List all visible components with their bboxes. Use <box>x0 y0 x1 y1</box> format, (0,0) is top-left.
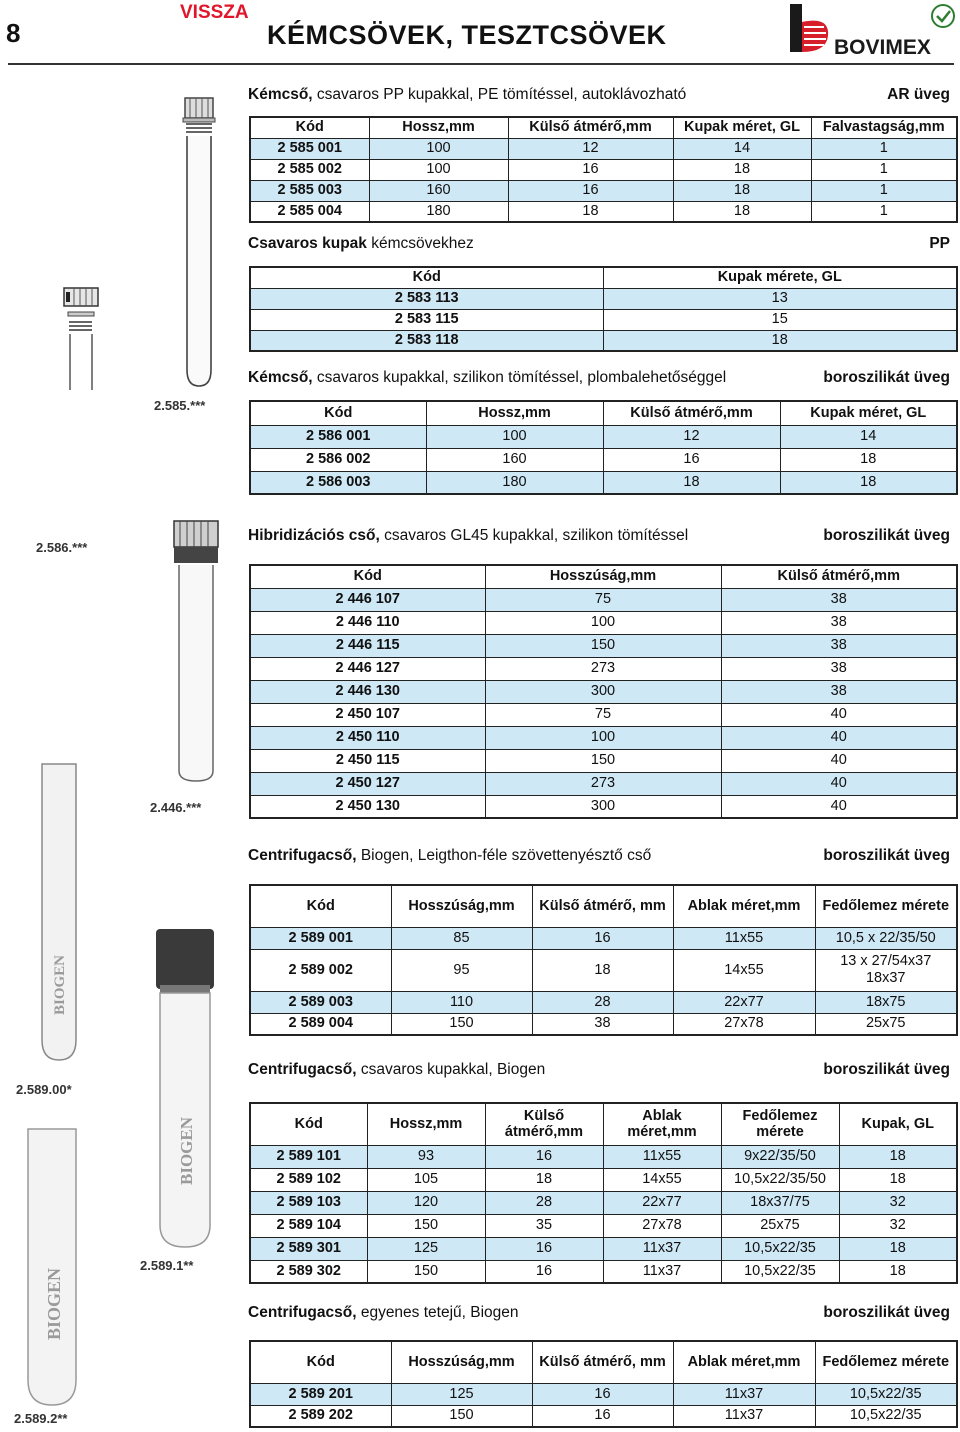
cell: 10,5 x 22/35/50 <box>815 927 957 949</box>
cell: 18 <box>532 949 673 991</box>
header-cell: Hosszúság,mm <box>485 565 721 588</box>
header-cell: Külső átmérő,mm <box>485 1103 603 1145</box>
table-2446 <box>249 564 958 819</box>
cell: 40 <box>721 703 957 726</box>
table-row <box>250 330 957 351</box>
table-row <box>250 471 957 494</box>
cell: 14 <box>780 425 957 448</box>
section-heading-2446 <box>248 525 950 547</box>
cell: 18 <box>839 1145 957 1168</box>
cell: 16 <box>532 1405 673 1427</box>
tube-25891-illustration <box>150 925 220 1260</box>
cell: 1 <box>811 180 957 201</box>
table-row <box>250 1405 957 1427</box>
table-row <box>250 657 957 680</box>
table-row <box>250 1145 957 1168</box>
cell: 11x55 <box>673 927 815 949</box>
material-label: AR üveg <box>887 86 950 103</box>
table-row <box>250 138 957 159</box>
cell: 100 <box>369 159 508 180</box>
logo-graphic <box>788 2 958 60</box>
cell: 15 <box>603 309 957 330</box>
header-cell: Fedőlemez mérete <box>721 1103 839 1145</box>
cell: 2 446 127 <box>250 657 485 680</box>
cell: 1 <box>811 159 957 180</box>
section-heading-25890 <box>248 845 950 867</box>
table-row <box>250 991 957 1013</box>
section-title-rest: Biogen, Leigthon-féle szövettenyésztő cső <box>356 847 652 864</box>
header-cell: Ablak méret,mm <box>603 1103 721 1145</box>
header-cell: Hossz,mm <box>426 401 603 425</box>
table-row <box>250 680 957 703</box>
cell: 18 <box>673 180 811 201</box>
table-row <box>250 726 957 749</box>
cell: 28 <box>485 1191 603 1214</box>
header-cell: Külső átmérő, mm <box>532 885 673 927</box>
section-heading-2583 <box>248 233 950 255</box>
image-label-25891: 2.589.1** <box>140 1258 194 1273</box>
section-title-bold: Centrifugacső, <box>248 1304 357 1321</box>
cell: 2 589 104 <box>250 1214 367 1237</box>
cell: 27x78 <box>603 1214 721 1237</box>
cell: 75 <box>485 703 721 726</box>
header-divider <box>8 63 954 65</box>
header-cell: Kód <box>250 1341 391 1383</box>
table-row <box>250 749 957 772</box>
cell: 18 <box>508 201 673 222</box>
table-header-row <box>250 565 957 588</box>
table-row <box>250 201 957 222</box>
section-title-rest: egyenes tetejű, Biogen <box>356 1304 519 1321</box>
table-row <box>250 634 957 657</box>
cell: 16 <box>508 159 673 180</box>
cell: 18 <box>603 471 780 494</box>
table-row <box>250 772 957 795</box>
cell: 18x75 <box>815 991 957 1013</box>
cell: 16 <box>603 448 780 471</box>
cell: 160 <box>369 180 508 201</box>
image-label-2585: 2.585.*** <box>154 398 206 413</box>
cell: 100 <box>485 726 721 749</box>
cell: 2 589 202 <box>250 1405 391 1427</box>
table-row <box>250 1237 957 1260</box>
table-25892 <box>249 1340 958 1428</box>
header-cell: Külső átmérő, mm <box>532 1341 673 1383</box>
section-title-bold: Hibridizációs cső, <box>248 527 380 544</box>
header-cell: Kód <box>250 1103 367 1145</box>
biogen-text-3: BIOGEN <box>44 1267 64 1340</box>
section-title-bold: Centrifugacső, <box>248 847 357 864</box>
section-title-bold: Kémcső, <box>248 369 313 386</box>
header-cell: Külső átmérő,mm <box>603 401 780 425</box>
cell: 2 589 002 <box>250 949 391 991</box>
cell: 12 <box>603 425 780 448</box>
cell: 14x55 <box>673 949 815 991</box>
section-heading-25892 <box>248 1302 950 1324</box>
cell: 18 <box>673 159 811 180</box>
cell: 85 <box>391 927 532 949</box>
image-label-258900: 2.589.00* <box>16 1082 72 1097</box>
table-2585 <box>249 116 958 223</box>
tube-258900-illustration <box>34 760 84 1065</box>
cell: 18 <box>780 471 957 494</box>
cell: 13 <box>603 288 957 309</box>
table-row <box>250 1191 957 1214</box>
cell: 16 <box>485 1260 603 1283</box>
cell: 16 <box>485 1237 603 1260</box>
header-cell: Ablak méret,mm <box>673 885 815 927</box>
cell: 14 <box>673 138 811 159</box>
biogen-text-1: BIOGEN <box>52 954 68 1015</box>
table-row <box>250 1214 957 1237</box>
header-cell: Kupak, GL <box>839 1103 957 1145</box>
material-label: PP <box>929 235 950 252</box>
cell: 150 <box>391 1405 532 1427</box>
cell: 11x37 <box>603 1237 721 1260</box>
cell: 18 <box>780 448 957 471</box>
cell: 16 <box>485 1145 603 1168</box>
cell: 2 585 001 <box>250 138 369 159</box>
cell: 300 <box>485 795 721 818</box>
cell: 2 450 110 <box>250 726 485 749</box>
section-heading-25891 <box>248 1059 950 1081</box>
table-header-row <box>250 1103 957 1145</box>
header-cell: Hosszúság,mm <box>391 1341 532 1383</box>
table-row <box>250 309 957 330</box>
cell: 2 585 004 <box>250 201 369 222</box>
cell: 95 <box>391 949 532 991</box>
cell: 25x75 <box>815 1013 957 1035</box>
header-cell: Fedőlemez mérete <box>815 885 957 927</box>
material-label: boroszilikát üveg <box>823 527 950 544</box>
cell: 300 <box>485 680 721 703</box>
cell: 150 <box>367 1214 485 1237</box>
header-cell: Kupak méret, GL <box>673 117 811 138</box>
cell: 2 585 003 <box>250 180 369 201</box>
cell: 2 589 301 <box>250 1237 367 1260</box>
cell: 18 <box>673 201 811 222</box>
cell: 38 <box>721 634 957 657</box>
table-25891 <box>249 1102 958 1284</box>
cell: 150 <box>485 634 721 657</box>
cell: 180 <box>426 471 603 494</box>
image-label-25892: 2.589.2** <box>14 1411 68 1426</box>
cell: 18 <box>839 1168 957 1191</box>
tube-2586-illustration <box>168 515 228 790</box>
header-cell: Külső átmérő,mm <box>721 565 957 588</box>
cell: 11x37 <box>673 1383 815 1405</box>
bovimex-logo <box>788 2 958 60</box>
cell: 1 <box>811 201 957 222</box>
cell: 93 <box>367 1145 485 1168</box>
cell: 10,5x22/35 <box>721 1260 839 1283</box>
material-label: boroszilikát üveg <box>823 1061 950 1078</box>
table-header-row <box>250 1341 957 1383</box>
cell: 38 <box>532 1013 673 1035</box>
table-row <box>250 288 957 309</box>
cell: 13 x 27/54x37 18x37 <box>815 949 957 991</box>
cell: 273 <box>485 772 721 795</box>
image-label-2586: 2.586.*** <box>36 540 88 555</box>
cell: 2 586 003 <box>250 471 426 494</box>
cell: 11x37 <box>673 1405 815 1427</box>
image-label-2446: 2.446.*** <box>150 800 202 815</box>
cell: 150 <box>367 1260 485 1283</box>
cell: 100 <box>426 425 603 448</box>
header-cell: Kód <box>250 401 426 425</box>
cell: 2 450 130 <box>250 795 485 818</box>
table-2583 <box>249 266 958 352</box>
cell: 32 <box>839 1214 957 1237</box>
table-row <box>250 795 957 818</box>
cell: 16 <box>532 1383 673 1405</box>
cell: 2 446 107 <box>250 588 485 611</box>
cell: 2 589 101 <box>250 1145 367 1168</box>
cell: 2 589 201 <box>250 1383 391 1405</box>
section-title-rest: csavaros kupakkal, Biogen <box>356 1061 546 1078</box>
section-title-bold: Kémcső, <box>248 86 313 103</box>
cell: 2 589 103 <box>250 1191 367 1214</box>
cell: 16 <box>532 927 673 949</box>
table-row <box>250 1260 957 1283</box>
cell: 2 446 115 <box>250 634 485 657</box>
cell: 150 <box>391 1013 532 1035</box>
cell: 2 583 115 <box>250 309 603 330</box>
header-cell: Hossz,mm <box>369 117 508 138</box>
section-title-bold: Centrifugacső, <box>248 1061 357 1078</box>
cell: 18x37/75 <box>721 1191 839 1214</box>
tube-2585-illustration <box>60 90 230 430</box>
header-cell: Kód <box>250 565 485 588</box>
cell: 38 <box>721 680 957 703</box>
tube-25892-illustration <box>22 1125 82 1410</box>
cell: 2 589 004 <box>250 1013 391 1035</box>
cell: 2 589 001 <box>250 927 391 949</box>
header-cell: Fedőlemez mérete <box>815 1341 957 1383</box>
cell: 28 <box>532 991 673 1013</box>
header-cell: Kód <box>250 267 603 288</box>
cell: 40 <box>721 749 957 772</box>
header-cell: Hosszúság,mm <box>391 885 532 927</box>
cell: 2 589 003 <box>250 991 391 1013</box>
section-title-rest: csavaros kupakkal, szilikon tömítéssel, plombalehetőséggel <box>312 369 727 386</box>
table-header-row <box>250 885 957 927</box>
cell: 18 <box>839 1237 957 1260</box>
page-title: KÉMCSÖVEK, TESZTCSÖVEK <box>267 20 667 50</box>
cell: 16 <box>508 180 673 201</box>
cell: 110 <box>391 991 532 1013</box>
section-title-bold: Csavaros kupak <box>248 235 367 252</box>
cell: 10,5x22/35 <box>815 1405 957 1427</box>
header-cell: Ablak méret,mm <box>673 1341 815 1383</box>
table-row <box>250 703 957 726</box>
cell: 10,5x22/35 <box>815 1383 957 1405</box>
cell: 120 <box>367 1191 485 1214</box>
cell: 1 <box>811 138 957 159</box>
cell: 38 <box>721 588 957 611</box>
table-header-row <box>250 267 957 288</box>
material-label: boroszilikát üveg <box>823 1304 950 1321</box>
header-cell: Kupak méret, GL <box>780 401 957 425</box>
cell: 38 <box>721 611 957 634</box>
table-row <box>250 1013 957 1035</box>
cell: 2 583 113 <box>250 288 603 309</box>
table-row <box>250 611 957 634</box>
table-2586 <box>249 400 958 495</box>
page-number: 8 <box>6 18 21 48</box>
cell: 14x55 <box>603 1168 721 1191</box>
cell: 2 585 002 <box>250 159 369 180</box>
header-cell: Kupak mérete, GL <box>603 267 957 288</box>
header-cell: Kód <box>250 885 391 927</box>
cell: 125 <box>367 1237 485 1260</box>
cell: 160 <box>426 448 603 471</box>
cell: 40 <box>721 726 957 749</box>
section-title-rest: kémcsövekhez <box>366 235 474 252</box>
cell: 11x37 <box>603 1260 721 1283</box>
cell: 40 <box>721 772 957 795</box>
cell: 40 <box>721 795 957 818</box>
cell: 10,5x22/35 <box>721 1237 839 1260</box>
table-header-row <box>250 117 957 138</box>
cell: 2 450 107 <box>250 703 485 726</box>
table-header-row <box>250 401 957 425</box>
cell: 2 450 115 <box>250 749 485 772</box>
table-row <box>250 1168 957 1191</box>
table-row <box>250 425 957 448</box>
cell: 125 <box>391 1383 532 1405</box>
table-row <box>250 949 957 991</box>
cell: 273 <box>485 657 721 680</box>
cell: 2 583 118 <box>250 330 603 351</box>
header-cell: Falvastagság,mm <box>811 117 957 138</box>
material-label: boroszilikát üveg <box>823 847 950 864</box>
cell: 11x55 <box>603 1145 721 1168</box>
biogen-text-2: BIOGEN <box>177 1116 196 1185</box>
header-cell: Hossz,mm <box>367 1103 485 1145</box>
section-heading-2586 <box>248 367 950 389</box>
cell: 2 586 001 <box>250 425 426 448</box>
cell: 25x75 <box>721 1214 839 1237</box>
cell: 27x78 <box>673 1013 815 1035</box>
cell: 180 <box>369 201 508 222</box>
cell: 2 589 102 <box>250 1168 367 1191</box>
table-row <box>250 1383 957 1405</box>
section-heading-2585 <box>248 84 950 106</box>
cell: 2 446 130 <box>250 680 485 703</box>
table-row <box>250 927 957 949</box>
cell: 10,5x22/35/50 <box>721 1168 839 1191</box>
cell: 22x77 <box>673 991 815 1013</box>
cell: 18 <box>839 1260 957 1283</box>
cell: 2 586 002 <box>250 448 426 471</box>
cell: 2 450 127 <box>250 772 485 795</box>
cell: 9x22/35/50 <box>721 1145 839 1168</box>
cell: 32 <box>839 1191 957 1214</box>
cell: 75 <box>485 588 721 611</box>
section-title-rest: csavaros GL45 kupakkal, szilikon tömítéssel <box>379 527 689 544</box>
cell: 2 589 302 <box>250 1260 367 1283</box>
logo-text: BOVIMEX <box>834 36 931 59</box>
header-cell: Kód <box>250 117 369 138</box>
table-row <box>250 159 957 180</box>
cell: 150 <box>485 749 721 772</box>
table-row <box>250 180 957 201</box>
cell: 18 <box>603 330 957 351</box>
cell: 2 446 110 <box>250 611 485 634</box>
cell: 105 <box>367 1168 485 1191</box>
material-label: boroszilikát üveg <box>823 369 950 386</box>
cell: 18 <box>485 1168 603 1191</box>
cell: 38 <box>721 657 957 680</box>
header-cell: Külső átmérő,mm <box>508 117 673 138</box>
table-row <box>250 588 957 611</box>
cell: 35 <box>485 1214 603 1237</box>
back-link[interactable]: VISSZA <box>180 2 249 23</box>
cell: 100 <box>369 138 508 159</box>
cell: 22x77 <box>603 1191 721 1214</box>
table-row <box>250 448 957 471</box>
cell: 12 <box>508 138 673 159</box>
cell: 100 <box>485 611 721 634</box>
section-title-rest: csavaros PP kupakkal, PE tömítéssel, autoklávozható <box>312 86 687 103</box>
table-25890 <box>249 884 958 1036</box>
